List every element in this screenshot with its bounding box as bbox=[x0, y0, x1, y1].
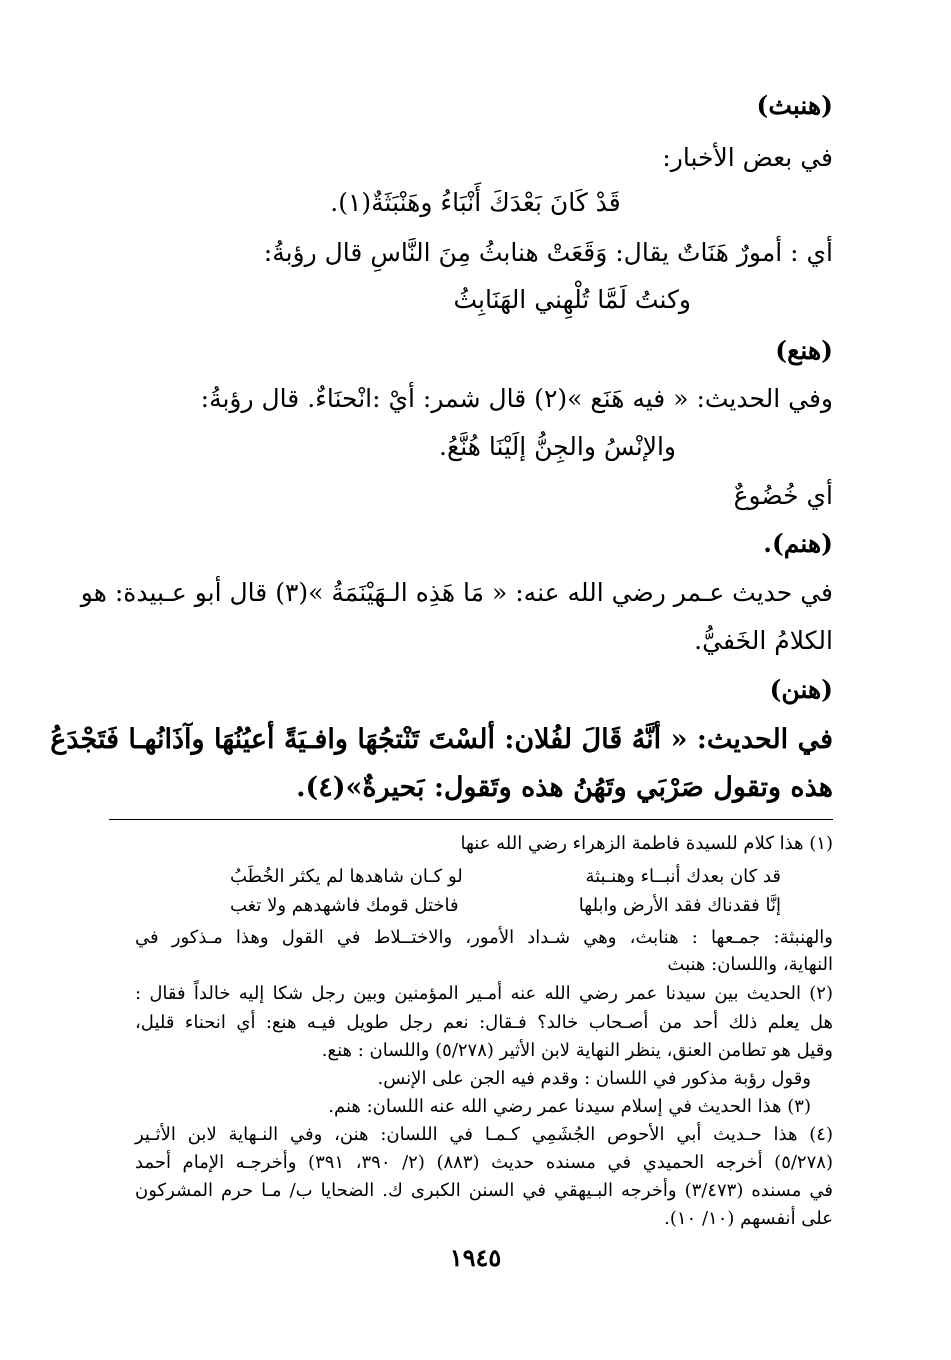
footnote-1-line1: (١) هذا كلام للسيدة فاطمة الزهراء رضي الله عنها bbox=[460, 833, 833, 854]
footnote-1-verse1-left: لو كـان شاهدها لم يكثر الخُطَبُ bbox=[230, 866, 463, 887]
hanan-line2: هذه وتقول صَرْبَي وتَهُنُ هذه وتَقول: بَحيرةٌ»(٤). bbox=[296, 772, 833, 803]
hanbath-intro: في بعض الأخبار: bbox=[662, 143, 833, 172]
hanan-line1: في الحديث: « أنَّهُ قَالَ لفُلان: ألسْتَ تَنْتجُهَا وافـيَةً أعيُنُهَا وآذَانُهـا فَتَجْدَعُ bbox=[50, 724, 833, 755]
footnote-1-verse2-left: فاختل قومك فاشهدهم ولا تغب bbox=[230, 895, 459, 916]
footnote-2-line2: هل يعلم ذلك أحد من أصـحاب خالد؟ فـقال: نعم رجل طويل فيـه هنع: أي انحناء قليل، bbox=[135, 1012, 833, 1033]
footnote-4-line1: (٤) هذا حـديث أبي الأحوص الجُشَمِي كـمـا في اللسان: هنن، وفي النـهاية لابن الأثـير bbox=[135, 1124, 833, 1145]
hanbath-gloss: أي : أمورٌ هَنَاتٌ يقال: وَقَعَتْ هنابثُ مِنَ النَّاسِ قال رؤبةُ: bbox=[263, 238, 833, 267]
heading-hanam: (هنم). bbox=[763, 529, 833, 558]
footnote-4-line4: على أنفسهم (١٠/ ١٠). bbox=[664, 1208, 833, 1229]
hanbath-verse: قَدْ كَانَ بَعْدَكَ أَنْبَاءُ وهَنْبَثَةٌ(١). bbox=[330, 188, 621, 217]
hanam-line2: الكلامُ الخَفيُّ. bbox=[694, 626, 833, 655]
footnote-separator bbox=[109, 819, 833, 820]
footnote-2-line1: (٢) الحديث بين سيدنا عمر رضي الله عنه أمـير المؤمنين وبين رجل شكا إليه خالداً فقال : bbox=[135, 983, 833, 1004]
heading-hanan: (هنن) bbox=[769, 675, 833, 704]
footnote-2-line3: وقيل هو تطامن العنق، ينظر النهاية لابن الأثير (٥/٢٧٨) واللسان : هنع. bbox=[321, 1040, 833, 1061]
page-number: ١٩٤٥ bbox=[449, 1243, 502, 1272]
hana-gloss: أي خُضُوعٌ bbox=[733, 481, 833, 510]
footnote-3-line1: (٣) هذا الحديث في إسلام سيدنا عمر رضي الله عنه اللسان: هنم. bbox=[328, 1096, 811, 1117]
footnote-1-verse2-right: إنَّا فقدناك فقد الأرض وابلها bbox=[578, 895, 781, 916]
hanam-line1: في حديث عـمر رضي الله عنه: « مَا هَذِه الـهَيْنَمَةُ »(٣) قال أبو عـبيدة: هو bbox=[80, 578, 833, 607]
hanbath-quote: وكنتُ لَمَّا تُلْهِني الهَنَابِثُ bbox=[453, 285, 691, 314]
footnote-4-line3: في مسنده (٣/٤٧٣) وأخرجه البـيهقي في السنن الكبرى ك. الضحايا ب/ مـا حرم المشركون bbox=[135, 1180, 833, 1201]
hana-line1: وفي الحديث: « فيه هَنَع »(٢) قال شمر: أيْ :انْحنَاءٌ. قال رؤبةُ: bbox=[200, 384, 833, 413]
heading-hana: (هنع) bbox=[775, 336, 833, 365]
footnote-4-line2: (٥/٢٧٨) أخرجه الحميدي في مسنده حديث (٨٨٣) (٢/ ٣٩٠، ٣٩١) وأخرجـه الإمام أحمد bbox=[135, 1152, 833, 1173]
hana-quote: والإنْسُ والجِنُّ إلَيْنَا هُنَّعُ. bbox=[439, 432, 676, 461]
footnote-2-line4: وقول رؤبة مذكور في اللسان : وقدم فيه الجن على الإنس. bbox=[377, 1068, 811, 1089]
heading-hanbath: (هنبث) bbox=[756, 91, 833, 120]
footnote-1-verse1-right: قد كان بعدك أنبــاء وهنـبثة bbox=[585, 866, 781, 887]
footnote-1-line2: والهنبثة: جمـعها : هنابث، وهي شـداد الأمور، والاختــلاط في القول وهذا مـذكور في bbox=[135, 927, 833, 948]
footnote-1-line3: النهاية، واللسان: هنبث bbox=[667, 954, 833, 975]
